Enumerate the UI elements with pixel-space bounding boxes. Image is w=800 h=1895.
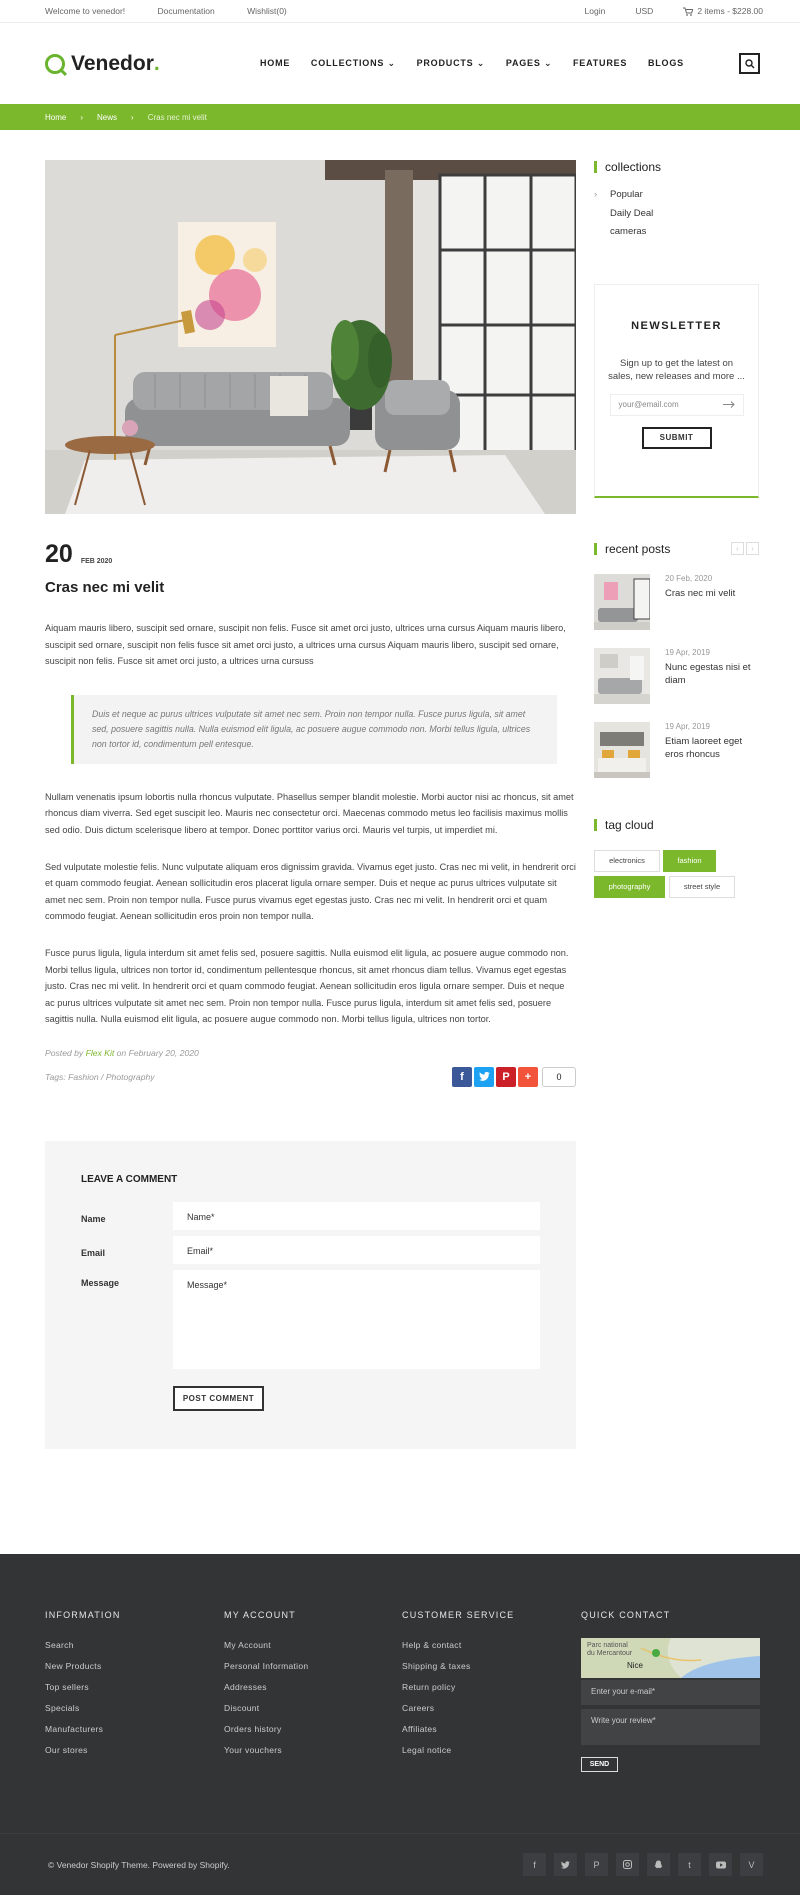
map-label-mercantour: du Mercantour: [587, 1650, 633, 1657]
snapchat-icon[interactable]: [647, 1853, 670, 1876]
copyright: © Venedor Shopify Theme. Powered by Shopify.: [48, 1859, 230, 1870]
tumblr-icon[interactable]: t: [678, 1853, 701, 1876]
footer-link[interactable]: Personal Information: [224, 1661, 309, 1671]
footer-link[interactable]: Legal notice: [402, 1745, 452, 1755]
addthis-share-icon[interactable]: +: [518, 1067, 538, 1087]
contact-email-input[interactable]: Enter your e-mail*: [581, 1680, 760, 1705]
contact-review-textarea[interactable]: Write your review*: [581, 1709, 760, 1745]
breadcrumb-news[interactable]: News: [97, 112, 118, 122]
footer-my-account: [224, 1610, 308, 1766]
newsletter-box: [594, 284, 759, 498]
twitter-icon[interactable]: [554, 1853, 577, 1876]
breadcrumb: [0, 104, 800, 130]
map[interactable]: [581, 1638, 760, 1678]
footer-link[interactable]: Addresses: [224, 1682, 267, 1692]
recent-post-title[interactable]: Nunc egestas nisi et diam: [665, 661, 751, 686]
footer-link[interactable]: Our stores: [45, 1745, 88, 1755]
post-blockquote: Duis et neque ac purus ultrices vulputate sit amet nec sem. Proin non tempor nulla. Fusce purus ligula, sit amet sed, posuere sagittis nulla. Nulla euismod elit ligula, ac posuere augue commodo non. Morbi tellus ligula, ultrices non tortor id, condimentum pell entesque.: [71, 695, 557, 764]
recent-post-date: 19 Apr, 2019: [665, 721, 710, 731]
collection-item[interactable]: [594, 208, 759, 227]
send-button[interactable]: SEND: [581, 1757, 618, 1772]
footer-link[interactable]: Orders history: [224, 1724, 282, 1734]
cart-summary: 2 items - $228.00: [697, 6, 763, 16]
footer-link[interactable]: Discount: [224, 1703, 260, 1713]
post-title: Cras nec mi velit: [45, 579, 165, 596]
newsletter-placeholder: your@email.com: [618, 400, 679, 409]
recent-post[interactable]: [594, 722, 759, 778]
footer-link[interactable]: Top sellers: [45, 1682, 89, 1692]
newsletter-text: Sign up to get the latest on sales, new releases and more ...: [608, 357, 745, 382]
nav-home[interactable]: HOME: [260, 58, 291, 68]
tag-electronics[interactable]: electronics: [594, 850, 660, 872]
recent-post-thumbnail[interactable]: [594, 648, 650, 704]
hero-image: [45, 160, 576, 514]
collection-label: Popular: [610, 189, 643, 200]
site-header: [0, 23, 800, 104]
footer-heading: INFORMATION: [45, 1610, 121, 1620]
post-byline: [45, 1048, 576, 1058]
article: [45, 160, 576, 1087]
posted-date: on February 20, 2020: [116, 1047, 199, 1058]
wishlist-link[interactable]: Wishlist(0): [247, 6, 287, 16]
documentation-link[interactable]: Documentation: [157, 6, 215, 16]
collection-item[interactable]: [594, 189, 759, 208]
breadcrumb-current: Cras nec mi velit: [147, 112, 207, 122]
footer-link[interactable]: Affiliates: [402, 1724, 437, 1734]
footer-link[interactable]: Your vouchers: [224, 1745, 282, 1755]
recent-post-title[interactable]: Cras nec mi velit: [665, 587, 736, 599]
collection-item[interactable]: [594, 226, 759, 245]
post-month-year: FEB 2020: [80, 558, 113, 565]
tag-photography[interactable]: photography: [594, 876, 665, 898]
search-button[interactable]: [739, 53, 760, 74]
logo-text: Venedor: [71, 51, 154, 75]
map-label-park: Parc national: [587, 1642, 628, 1649]
breadcrumb-home[interactable]: Home: [45, 112, 67, 122]
footer-bottom: [0, 1833, 800, 1895]
recent-post[interactable]: [594, 574, 759, 630]
sidebar: [594, 160, 759, 902]
recent-post-date: 19 Apr, 2019: [665, 647, 710, 657]
post-paragraph: Nullam venenatis ipsum lobortis nulla rhoncus vulputate. Phasellus semper blandit molestie. Morbi auctor nisi ac rhoncus, sit amet rhoncus diam viverra. Sed eget suscipit leo. Mauris nec consectetur orci. Maecenas commodo metus leo facilisis maximus mollis sed odio. Duis dictum scelerisque libero at tempor. Donec porttitor varius orci. Mauris vel turpis, ut imperdiet mi.: [45, 791, 574, 835]
footer-link[interactable]: Help & contact: [402, 1640, 462, 1650]
chevron-right-icon: ›: [594, 189, 598, 200]
footer-heading: MY ACCOUNT: [224, 1610, 296, 1620]
prev-arrow-icon[interactable]: ‹: [731, 542, 744, 555]
logo-dot: .: [153, 51, 160, 75]
post-paragraph: Aiquam mauris libero, suscipit sed ornare, suscipit non felis. Fusce sit amet orci justo, ultrices urna cursus Aiquam mauris libero, suscipit sed ornare, suscipit non felis fusce sit amet orci justo, a ultrices urna cursus Aiquam mauris libero, suscipit sed ornare, suscipit non felis. Fusce sit amet orci justo, a ultrices urna cursuss: [45, 623, 566, 667]
message-row: [81, 1270, 540, 1369]
email-label: Email: [81, 1248, 106, 1258]
post-tags: Tags: Fashion / Photography: [45, 1071, 155, 1082]
vimeo-icon[interactable]: V: [740, 1853, 763, 1876]
logo[interactable]: [45, 52, 260, 76]
tag-cloud: [594, 850, 759, 902]
name-label: Name: [81, 1214, 106, 1224]
nav-pages[interactable]: PAGES ⌄: [505, 58, 553, 68]
social-links: [515, 1853, 763, 1876]
email-input[interactable]: Email*: [173, 1236, 540, 1264]
post-day: 20: [45, 540, 73, 568]
recent-posts-header: [594, 542, 759, 556]
next-arrow-icon[interactable]: ›: [746, 542, 759, 555]
message-label: Message: [81, 1278, 120, 1288]
nav-products[interactable]: PRODUCTS ⌄: [416, 58, 486, 68]
recent-post-date: 20 Feb, 2020: [665, 573, 713, 583]
nav-blogs[interactable]: BLOGS: [647, 58, 684, 68]
share-buttons: [450, 1067, 576, 1087]
email-row: [81, 1236, 540, 1264]
newsletter-submit-button[interactable]: SUBMIT: [642, 427, 712, 449]
name-row: [81, 1202, 540, 1230]
breadcrumb-separator: ›: [131, 112, 134, 122]
cart-icon: [683, 7, 693, 16]
footer-link[interactable]: Manufacturers: [45, 1724, 104, 1734]
footer-heading: QUICK CONTACT: [581, 1610, 671, 1620]
recent-post-title[interactable]: Etiam laoreet eget eros rhoncus: [665, 735, 743, 760]
name-input[interactable]: Name*: [173, 1202, 540, 1230]
nav-collections[interactable]: COLLECTIONS ⌄: [310, 58, 396, 68]
recent-posts-heading: recent posts: [594, 542, 670, 556]
tag-cloud-heading: tag cloud: [594, 818, 759, 832]
footer-link[interactable]: Careers: [402, 1703, 435, 1713]
instagram-icon[interactable]: [616, 1853, 639, 1876]
site-footer: [0, 1554, 800, 1895]
footer-customer-service: [402, 1610, 514, 1766]
pinterest-share-icon[interactable]: P: [496, 1067, 516, 1087]
post-meta-row: [45, 1067, 576, 1087]
comment-heading: LEAVE A COMMENT: [81, 1174, 178, 1185]
collections-heading: collections: [594, 160, 759, 174]
nav-features[interactable]: FEATURES: [573, 58, 628, 68]
footer-information: [45, 1610, 121, 1766]
facebook-share-icon[interactable]: f: [452, 1067, 472, 1087]
main-nav: [260, 58, 739, 69]
pinterest-icon[interactable]: P: [585, 1853, 608, 1876]
cart-link[interactable]: [683, 6, 763, 16]
post-comment-button[interactable]: POST COMMENT: [173, 1386, 264, 1411]
newsletter-title: NEWSLETTER: [631, 319, 722, 332]
footer-link[interactable]: Shipping & taxes: [402, 1661, 471, 1671]
author-link[interactable]: Flex Kit: [85, 1047, 115, 1058]
posted-by-label: Posted by: [45, 1047, 84, 1058]
comment-form: [45, 1141, 576, 1449]
newsletter-email-input[interactable]: [610, 394, 744, 416]
arrow-right-icon[interactable]: [723, 401, 735, 408]
collection-label: Daily Deal: [610, 207, 654, 219]
message-textarea[interactable]: Message*: [173, 1270, 540, 1369]
welcome-text: Welcome to venedor!: [45, 6, 126, 16]
collection-label: cameras: [610, 226, 647, 237]
share-count: 0: [542, 1067, 576, 1087]
footer-link[interactable]: My Account: [224, 1640, 271, 1650]
tag-street-style[interactable]: street style: [669, 876, 735, 898]
search-icon: [745, 59, 755, 69]
youtube-icon[interactable]: [709, 1853, 732, 1876]
post-paragraph: Fusce purus ligula, ligula interdum sit amet felis sed, posuere sagittis. Nulla euismod elit ligula, ac posuere augue commodo non. Morbi tellus ligula, ultrices non tortor id, condimentum pellentesque rhoncus, sit amet rhoncus diam tellus. Vivamus eget egestas justo. Cras nec mi velit. In hendrerit orci et quam commodo feugiat. Aenean sollicitudin eros ligula ornare semper. Duis et neque ac purus ultrices vulputate sit amet nec sem. Proin non tempor nulla. Fusce purus ligula, interdum sit amet felis sed, posuere sagittis nulla. Nulla euismod elit ligula, ac posuere augue commodo non. Morbi tellus ligula, ultrices non tortor.: [45, 947, 569, 1025]
login-link[interactable]: Login: [584, 6, 606, 16]
recent-post[interactable]: [594, 648, 759, 704]
top-bar: [0, 0, 800, 23]
footer-link[interactable]: Return policy: [402, 1682, 456, 1692]
currency-select[interactable]: USD: [635, 6, 654, 16]
recent-post-thumbnail[interactable]: [594, 722, 650, 778]
breadcrumb-separator: ›: [80, 112, 84, 122]
post-date: [45, 542, 576, 567]
recent-post-thumbnail[interactable]: [594, 574, 650, 630]
facebook-icon[interactable]: f: [523, 1853, 546, 1876]
footer-link[interactable]: New Products: [45, 1661, 102, 1671]
tag-fashion[interactable]: fashion: [663, 850, 716, 872]
collections-list: [594, 189, 759, 245]
footer-quick-contact: [581, 1610, 760, 1772]
post-paragraph: Sed vulputate molestie felis. Nunc vulputate aliquam eros dignissim gravida. Vivamus eget justo. Cras nec mi velit, in hendrerit orci et quam commodo feugiat. Aenean sollicitudin eros placerat ligula ornare semper. Duis et neque ac purus ultrices vulputate sit amet nec sem. Proin non tempor nulla. Fusce purus vivamus eget egestas justo. Cras nec mi velit. In hendrerit orci et quam commodo feugiat. Aenean sollicitudin eros proin non tempor nulla.: [45, 861, 576, 922]
footer-link[interactable]: Search: [45, 1640, 74, 1650]
map-label-city: Nice: [627, 1661, 644, 1670]
twitter-share-icon[interactable]: [474, 1067, 494, 1087]
footer-heading: CUSTOMER SERVICE: [402, 1610, 515, 1620]
footer-link[interactable]: Specials: [45, 1703, 80, 1713]
logo-icon: [45, 54, 65, 74]
